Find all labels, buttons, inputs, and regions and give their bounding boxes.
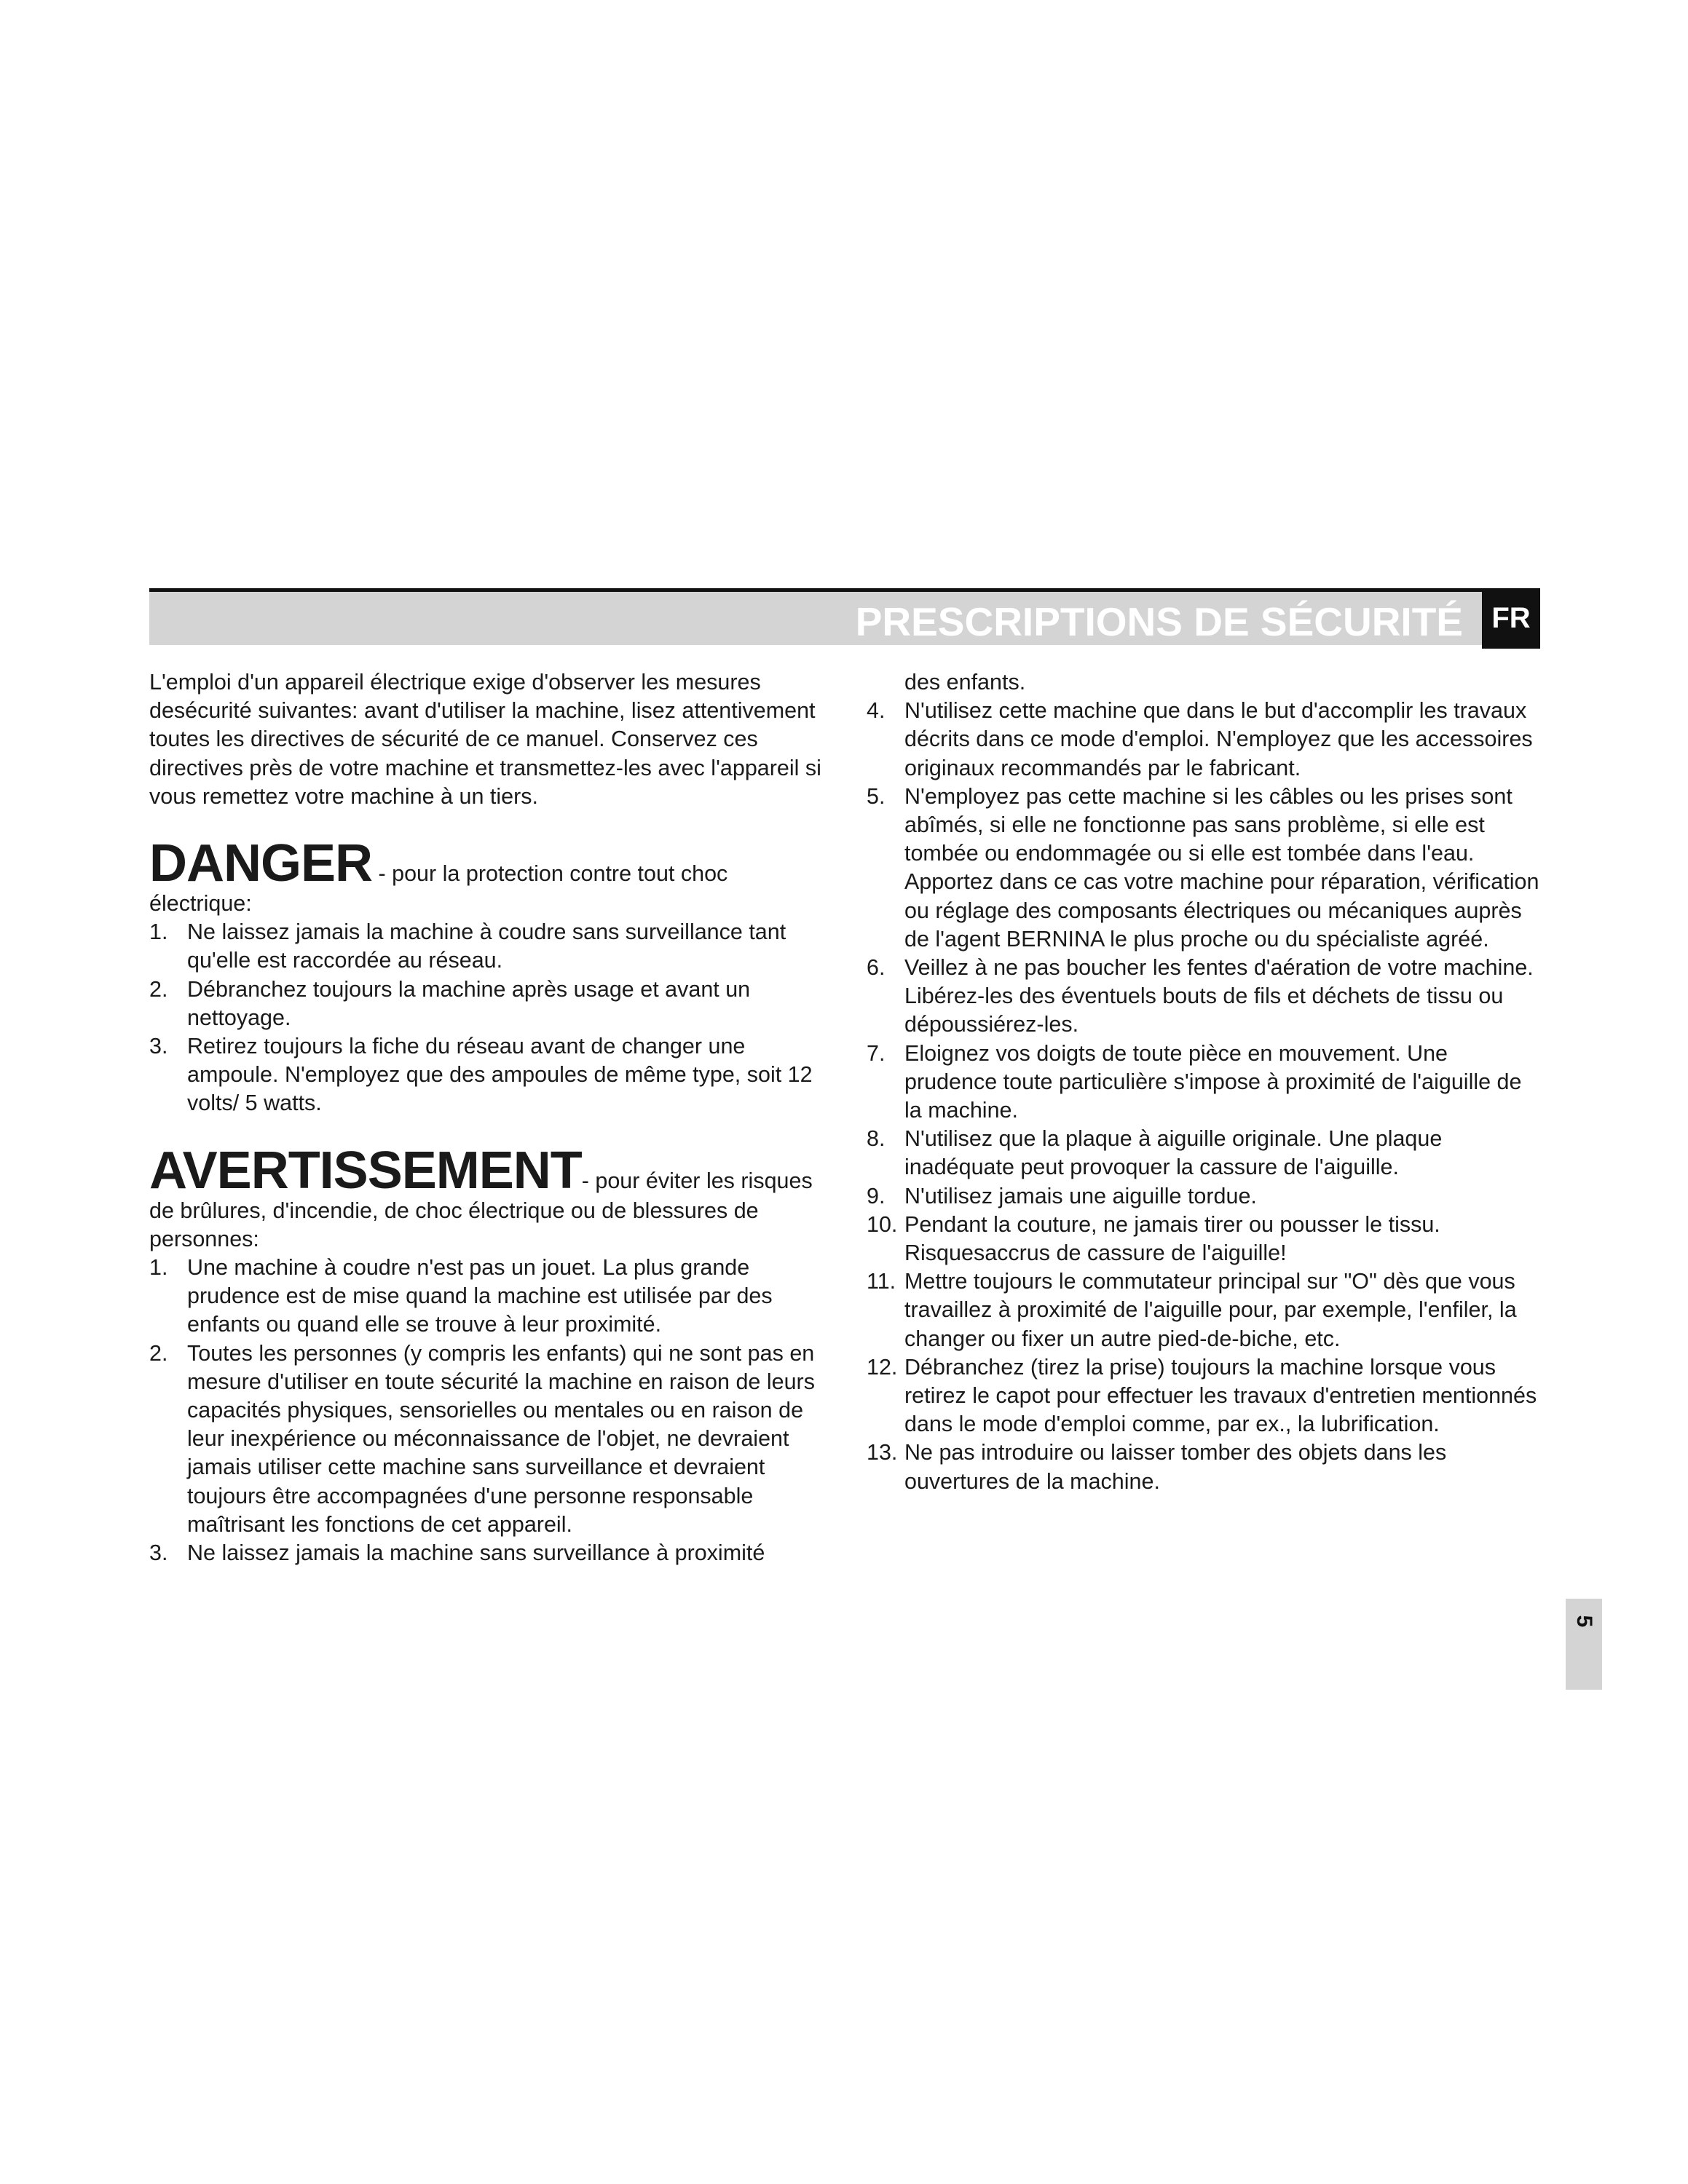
list-item xyxy=(867,697,1540,783)
item-text: N'employez pas cette machine si les câbles ou les prises sont abîmés, si elle ne fonctionne pas sans problème, si elle est tombée ou endommagée ou si elle est tombée dans l'eau. Apportez dans ce cas votre machine pour réparation, vérification ou réglage des composants électriques ou mécaniques auprès de l'agent BERNINA le plus proche ou du spécialiste agréé. xyxy=(904,783,1539,951)
language-tab: FR xyxy=(1482,588,1540,649)
section-title: PRESCRIPTIONS DE SÉCURITÉ xyxy=(855,599,1463,644)
item-text: Retirez toujours la fiche du réseau avant de changer une ampoule. N'employez que des ampoules de même type, soit 12 volts/ 5 watts. xyxy=(187,1034,813,1116)
list-item xyxy=(867,1125,1540,1182)
list-item xyxy=(867,1439,1540,1495)
list-item xyxy=(867,1182,1540,1211)
list-item xyxy=(149,918,830,975)
item-text: N'utilisez jamais une aiguille tordue. xyxy=(904,1183,1257,1208)
item-number: 7. xyxy=(867,1040,886,1066)
list-item xyxy=(867,1267,1540,1353)
item-text: Ne laissez jamais la machine à coudre sans surveillance tant qu'elle est raccordée au réseau. xyxy=(187,919,786,973)
item-number: 13. xyxy=(867,1440,898,1465)
item-number: 2. xyxy=(149,976,168,1002)
warning-heading xyxy=(149,1141,830,1254)
item-number: 9. xyxy=(867,1183,886,1208)
left-column xyxy=(149,668,830,1567)
item-number: 4. xyxy=(867,698,886,724)
item-text: Ne pas introduire ou laisser tomber des objets dans les ouvertures de la machine. xyxy=(904,1440,1447,1494)
warning-list-left xyxy=(149,1254,830,1567)
list-item xyxy=(867,1040,1540,1125)
list-item xyxy=(149,1032,830,1118)
list-item xyxy=(149,1254,830,1340)
list-item xyxy=(867,1211,1540,1267)
item-text: Toutes les personnes (y compris les enfants) qui ne sont pas en mesure d'utiliser en toute sécurité la machine en raison de leurs capacités physiques, sensorielles ou mentales ou en raison de leur inexpérience ou méconnaissance de l'objet, ne devraient jamais utiliser cette machine sans surveillance et devraient toujours être accompagnées d'une personne responsable maîtrisant les fonctions de cet appareil. xyxy=(187,1340,815,1537)
page-number-tab xyxy=(1566,1599,1602,1690)
list-item xyxy=(149,1340,830,1539)
warning-title: AVERTISSEMENT xyxy=(149,1141,582,1200)
item-number: 3. xyxy=(149,1540,168,1566)
item-text: Eloignez vos doigts de toute pièce en mouvement. Une prudence toute particulière s'impose à proximité de l'aiguille de la machine. xyxy=(904,1040,1522,1123)
item-number: 10. xyxy=(867,1211,898,1237)
item-text: Mettre toujours le commutateur principal sur "O" dès que vous travaillez à proximité de l'aiguille pour, par exemple, l'enfiler, la changer ou fixer un autre pied-de-biche, etc. xyxy=(904,1269,1517,1351)
right-column xyxy=(867,668,1540,1496)
list-item xyxy=(867,783,1540,954)
page-number: 5 xyxy=(1572,1615,1596,1628)
list-item xyxy=(149,976,830,1032)
item-text: Veillez à ne pas boucher les fentes d'aération de votre machine. Libérez-les des éventuels bouts de fils et déchets de tissu ou dépoussiérez-les. xyxy=(904,955,1534,1037)
warning-list-right xyxy=(867,697,1540,1496)
list-item xyxy=(867,1353,1540,1439)
item-number: 5. xyxy=(867,783,886,809)
item-text: Ne laissez jamais la machine sans surveillance à proximité xyxy=(187,1540,765,1566)
item-number: 12. xyxy=(867,1354,898,1380)
danger-list xyxy=(149,918,830,1117)
item-number: 3. xyxy=(149,1034,168,1059)
danger-heading xyxy=(149,834,830,918)
danger-subtitle: - pour la protection contre tout choc électrique: xyxy=(149,861,728,917)
item-text: N'utilisez cette machine que dans le but d'accomplir les travaux décrits dans ce mode d'emploi. N'employez que les accessoires originaux recommandés par le fabricant. xyxy=(904,698,1533,780)
section-header-band xyxy=(149,588,1540,645)
item-number: 1. xyxy=(149,919,168,945)
item-text: Pendant la couture, ne jamais tirer ou pousser le tissu. Risquesaccrus de cassure de l'aiguille! xyxy=(904,1211,1440,1266)
item-number: 1. xyxy=(149,1255,168,1281)
item-number: 11. xyxy=(867,1269,896,1294)
list-item xyxy=(867,954,1540,1040)
warning-subtitle: - pour éviter les risques de brûlures, d'incendie, de choc électrique ou de blessures de personnes: xyxy=(149,1168,813,1251)
item-text: Débranchez toujours la machine après usage et avant un nettoyage. xyxy=(187,976,751,1030)
continuation-text: des enfants. xyxy=(904,670,1026,695)
intro-paragraph: L'emploi d'un appareil électrique exige d'observer les mesures desécurité suivantes: avant d'utiliser la machine, lisez attentivement toutes les directives de sécurité de ce manuel. Conservez ces directives près de votre machine et transmettez-les avec l'appareil si vous remettez votre machine à un tiers. xyxy=(149,670,821,809)
item-text: Débranchez (tirez la prise) toujours la machine lorsque vous retirez le capot pour effectuer les travaux d'entretien mentionnés dans le mode d'emploi comme, par ex., la lubrification. xyxy=(904,1354,1537,1437)
list-item xyxy=(149,1539,830,1567)
danger-title: DANGER xyxy=(149,834,373,893)
item-number: 6. xyxy=(867,955,886,981)
item-text: N'utilisez que la plaque à aiguille originale. Une plaque inadéquate peut provoquer la cassure de l'aiguille. xyxy=(904,1126,1443,1180)
item-number: 2. xyxy=(149,1340,168,1366)
item-number: 8. xyxy=(867,1126,886,1152)
item-text: Une machine à coudre n'est pas un jouet. La plus grande prudence est de mise quand la machine est utilisée par des enfants ou quand elle se trouve à leur proximité. xyxy=(187,1255,773,1337)
